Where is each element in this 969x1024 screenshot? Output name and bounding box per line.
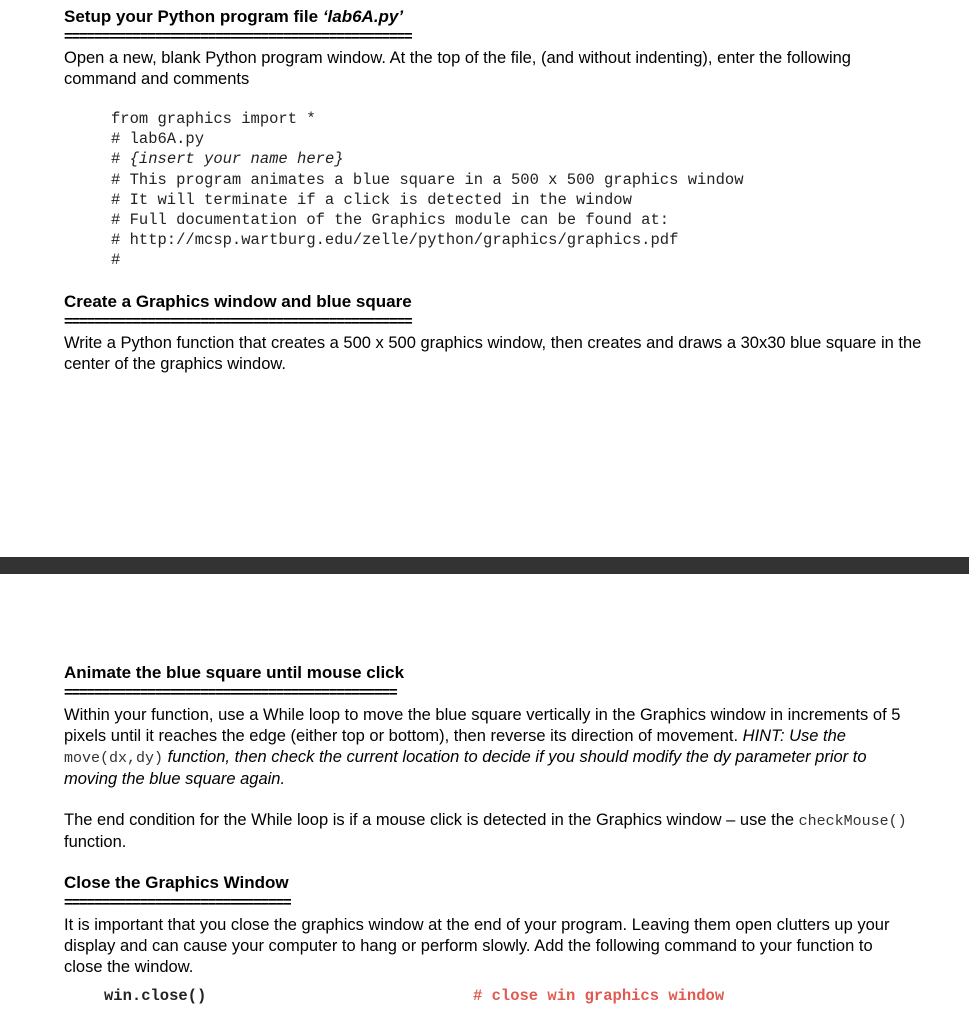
- code-line: # It will terminate if a click is detected in the window: [111, 190, 632, 209]
- code-line: #: [111, 251, 121, 270]
- code-line: from graphics import *: [111, 110, 316, 128]
- close-code: win.close(): [104, 987, 207, 1005]
- code-line: # This program animates a blue square in a 500 x 500 graphics window: [111, 170, 744, 189]
- setup-heading-filename: ‘lab6A.py’: [322, 7, 404, 26]
- end-condition-paragraph: [64, 810, 924, 853]
- close-heading: Close the Graphics Window: [64, 873, 289, 892]
- setup-rule: ==============================================: [64, 32, 412, 42]
- close-code-comment: # close win graphics window: [473, 987, 725, 1005]
- create-paragraph: Write a Python function that creates a 500 x 500 graphics window, then creates and draws a 30x30 blue square in the center of the graphics window.: [64, 334, 922, 373]
- code-line: [111, 149, 744, 169]
- create-rule: ==============================================: [64, 317, 412, 327]
- setup-code-block: [111, 109, 744, 271]
- hint-text-continued: function, then check the current location to decide if you should modify the dy parameter prior to moving the blue square again.: [64, 748, 867, 788]
- close-rule: ==============================: [64, 898, 291, 908]
- page-break-divider: [0, 557, 969, 574]
- animate-heading: Animate the blue square until mouse click: [64, 663, 405, 682]
- close-paragraph: It is important that you close the graphics window at the end of your program. Leaving them open clutters up your display and can cause your computer to hang or perform slowly. Add the following command to your function to close the window.: [64, 916, 890, 976]
- code-comment-hash: #: [111, 150, 130, 169]
- code-line: # Full documentation of the Graphics module can be found at:: [111, 211, 670, 230]
- animate-rule: ============================================: [64, 688, 397, 698]
- end-condition-text-end: function.: [64, 833, 127, 851]
- hint-text: HINT: Use the: [742, 727, 846, 745]
- animate-paragraph: [64, 705, 914, 790]
- name-placeholder: {insert your name here}: [129, 150, 344, 169]
- code-line: # lab6A.py: [111, 130, 205, 149]
- setup-heading: [64, 7, 403, 27]
- setup-paragraph: Open a new, blank Python program window. At the top of the file, (and without indenting), enter the following command and comments: [64, 49, 851, 88]
- code-line: # http://mcsp.wartburg.edu/zelle/python/graphics/graphics.pdf: [111, 231, 679, 250]
- move-function-code: move(dx,dy): [64, 750, 164, 767]
- end-condition-text: The end condition for the While loop is if a mouse click is detected in the Graphics window – use the: [64, 811, 799, 829]
- animate-text: Within your function, use a While loop to move the blue square vertically in the Graphics window in increments of 5 pixels until it reaches the edge (either top or bottom), then reverse its direction of movement.: [64, 706, 901, 745]
- create-heading: Create a Graphics window and blue square: [64, 292, 412, 311]
- setup-heading-text: Setup your Python program file: [64, 7, 323, 26]
- checkmouse-function-code: checkMouse(): [798, 813, 907, 830]
